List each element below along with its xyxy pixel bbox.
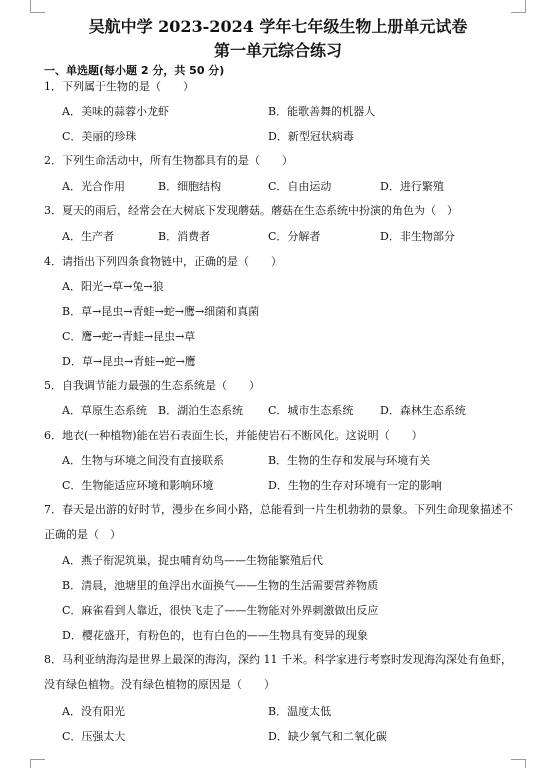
question-1-option-b[interactable]: B．能歌善舞的机器人 (268, 105, 376, 118)
question-5-option-c[interactable]: C．城市生态系统 (268, 404, 354, 417)
question-4-option-d[interactable]: D．草→昆虫→青蛙→蛇→鹰 (62, 355, 196, 368)
question-6-option-a[interactable]: A．生物与环境之间没有直接联系 (62, 454, 224, 467)
page-subtitle: 第一单元综合练习 (213, 41, 342, 60)
question-2-option-d[interactable]: D．进行繁殖 (380, 180, 444, 193)
question-1-option-d[interactable]: D．新型冠状病毒 (268, 130, 354, 143)
question-4-stem: 4．请指出下列四条食物链中，正确的是（ ） (44, 255, 282, 268)
crop-mark-top-left (30, 0, 45, 13)
question-3-stem: 3．夏天的雨后，经常会在大树底下发现蘑菇。蘑菇在生态系统中扮演的角色为（ ） (44, 204, 458, 217)
question-4-option-a[interactable]: A．阳光→草→兔→狼 (62, 280, 164, 293)
section-heading: 一、单选题(每小题 2 分，共 50 分) (44, 64, 225, 77)
question-3-option-c[interactable]: C．分解者 (268, 230, 321, 243)
question-5-stem: 5．自我调节能力最强的生态系统是（ ） (44, 379, 260, 392)
question-8-option-c[interactable]: C．压强太大 (62, 730, 126, 743)
question-5-option-b[interactable]: B．湖泊生态系统 (158, 404, 244, 417)
question-7-option-c[interactable]: C．麻雀看到人靠近，很快飞走了——生物能对外界刺激做出反应 (62, 604, 379, 617)
question-7-option-a[interactable]: A．燕子衔泥筑巢，捉虫哺育幼鸟——生物能繁殖后代 (62, 554, 323, 567)
question-8-option-d[interactable]: D．缺少氧气和二氧化碳 (268, 730, 387, 743)
question-6-stem: 6．地衣(一种植物)能在岩石表面生长，并能使岩石不断风化。这说明（ ） (44, 429, 423, 442)
question-1-option-c[interactable]: C．美丽的珍珠 (62, 130, 137, 143)
question-3-option-b[interactable]: B．消费者 (158, 230, 211, 243)
crop-mark-top-right (511, 0, 526, 13)
question-2-stem: 2．下列生命活动中，所有生物都具有的是（ ） (44, 154, 293, 167)
question-4-option-c[interactable]: C．鹰→蛇→青蛙→昆虫→草 (62, 330, 196, 343)
question-5-option-d[interactable]: D．森林生态系统 (380, 404, 466, 417)
question-7-option-b[interactable]: B．清晨，池塘里的鱼浮出水面换气——生物的生活需要营养物质 (62, 579, 379, 592)
question-1-option-a[interactable]: A．美味的蒜蓉小龙虾 (62, 105, 169, 118)
crop-mark-bottom-left (30, 759, 45, 768)
question-5-option-a[interactable]: A．草原生态系统 (62, 404, 147, 417)
page-title: 吴航中学 2023-2024 学年七年级生物上册单元试卷 (88, 17, 468, 36)
question-7-stem: 7．春天是出游的好时节，漫步在乡间小路，总能看到一片生机勃勃的景象。下列生命现象描述不正确的是（ ） (44, 503, 513, 541)
question-8-option-a[interactable]: A．没有阳光 (62, 705, 125, 718)
question-6-option-b[interactable]: B．生物的生存和发展与环境有关 (268, 454, 431, 467)
question-6-option-d[interactable]: D．生物的生存对环境有一定的影响 (268, 479, 442, 492)
question-4-option-b[interactable]: B．草→昆虫→青蛙→蛇→鹰→细菌和真菌 (62, 305, 260, 318)
question-2-option-a[interactable]: A．光合作用 (62, 180, 125, 193)
question-1-stem: 1．下列属于生物的是（ ） (44, 80, 194, 93)
question-2-option-b[interactable]: B．细胞结构 (158, 180, 222, 193)
question-7-option-d[interactable]: D．樱花盛开，有粉色的，也有白色的——生物具有变异的现象 (62, 629, 368, 642)
question-8-stem: 8．马利亚纳海沟是世界上最深的海沟，深约 11 千米。科学家进行考察时发现海沟深处有鱼虾，没有绿色植物。没有绿色植物的原因是（ ） (44, 653, 512, 691)
question-3-option-a[interactable]: A．生产者 (62, 230, 114, 243)
crop-mark-bottom-right (511, 759, 526, 768)
question-6-option-c[interactable]: C．生物能适应环境和影响环境 (62, 479, 214, 492)
question-2-option-c[interactable]: C．自由运动 (268, 180, 332, 193)
question-3-option-d[interactable]: D．非生物部分 (380, 230, 455, 243)
question-8-option-b[interactable]: B．温度太低 (268, 705, 332, 718)
